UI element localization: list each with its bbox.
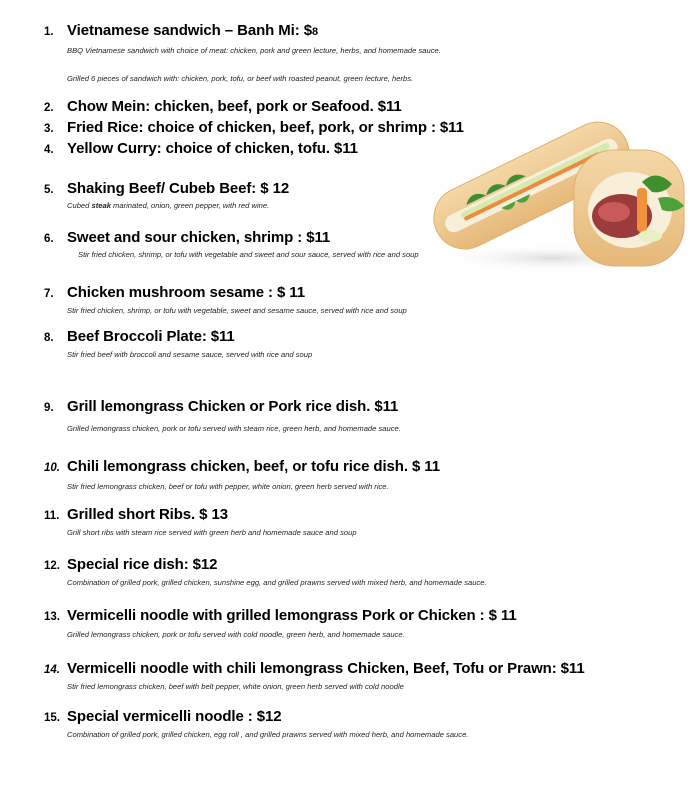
item-number: 10. [44, 462, 60, 474]
item-title: Grill lemongrass Chicken or Pork rice dish. $11 [67, 398, 399, 415]
item-price-digit: 8 [311, 26, 318, 38]
item-title: Fried Rice: choice of chicken, beef, pork, or shrimp : $11 [67, 119, 464, 136]
item-title: Vermicelli noodle with chili lemongrass Chicken, Beef, Tofu or Prawn: $11 [67, 660, 585, 677]
item-description-2: Grilled 6 pieces of sandwich with: chicken, pork, tofu, or beef with roasted peanut, green lecture, herbs. [67, 74, 414, 83]
item-number: 9. [44, 402, 54, 414]
desc-part: marinated, onion, green pepper, with red wine. [110, 201, 270, 210]
item-number: 1. [44, 26, 54, 38]
item-title: Sweet and sour chicken, shrimp : $11 [67, 229, 331, 246]
item-title: Special rice dish: $12 [67, 556, 218, 573]
item-number: 7. [44, 288, 54, 300]
item-description: Stir fried lemongrass chicken, beef or tofu with pepper, white onion, green herb served with rice. [67, 482, 389, 491]
item-title [67, 22, 318, 39]
item-title-main: Vietnamese sandwich – Banh Mi: $ [67, 22, 312, 39]
item-description: Grill short ribs with steam rice served with green herb and homemade sauce and soup [67, 528, 357, 537]
item-number: 2. [44, 102, 54, 114]
item-number: 4. [44, 144, 54, 156]
item-number: 15. [44, 712, 60, 724]
item-title: Shaking Beef/ Cubeb Beef: $ 12 [67, 180, 290, 197]
item-number: 13. [44, 611, 60, 623]
desc-part: Cubed [67, 201, 92, 210]
item-description: Stir fried beef with broccoli and sesame sauce, served with rice and soup [67, 350, 313, 359]
item-description: BBQ Vietnamese sandwich with choice of meat: chicken, pork and green lecture, herbs, and homemade sauce. [67, 46, 441, 55]
item-title: Chili lemongrass chicken, beef, or tofu rice dish. $ 11 [67, 458, 440, 475]
item-number: 8. [44, 332, 54, 344]
item-description: Stir fried chicken, shrimp, or tofu with vegetable, sweet and sesame sauce, served with rice and soup [67, 306, 407, 315]
item-title: Vermicelli noodle with grilled lemongrass Pork or Chicken : $ 11 [67, 607, 517, 624]
item-title: Beef Broccoli Plate: $11 [67, 328, 235, 345]
item-title: Chow Mein: chicken, beef, pork or Seafood. $11 [67, 98, 402, 115]
item-description: Grilled lemongrass chicken, pork or tofu served with cold noodle, green herb, and homemade sauce. [67, 630, 405, 639]
item-description: Stir fried lemongrass chicken, beef with belt pepper, white onion, green herb served with cold noodle [67, 682, 404, 691]
sandwich-photo [432, 86, 690, 274]
item-description [67, 201, 269, 210]
item-title: Chicken mushroom sesame : $ 11 [67, 284, 305, 301]
item-title: Special vermicelli noodle : $12 [67, 708, 282, 725]
item-number: 3. [44, 123, 54, 135]
desc-emphasis: steak [91, 201, 111, 210]
item-number: 5. [44, 184, 54, 196]
item-number: 12. [44, 560, 60, 572]
item-title: Grilled short Ribs. $ 13 [67, 506, 228, 523]
item-description: Combination of grilled pork, grilled chicken, sunshine egg, and grilled prawns served with mixed herb, and homemade sauce. [67, 578, 487, 587]
item-description: Grilled lemongrass chicken, pork or tofu served with steam rice, green herb, and homemade sauce. [67, 424, 401, 433]
item-description: Stir fried chicken, shrimp, or tofu with vegetable and sweet and sour sauce, served with rice and soup [78, 250, 419, 259]
item-description: Combination of grilled pork, grilled chicken, egg roll , and grilled prawns served with mixed herb, and homemade sauce. [67, 730, 469, 739]
item-number: 14. [44, 664, 60, 676]
item-number: 11. [44, 510, 60, 522]
item-number: 6. [44, 233, 54, 245]
item-title: Yellow Curry: choice of chicken, tofu. $11 [67, 140, 358, 157]
